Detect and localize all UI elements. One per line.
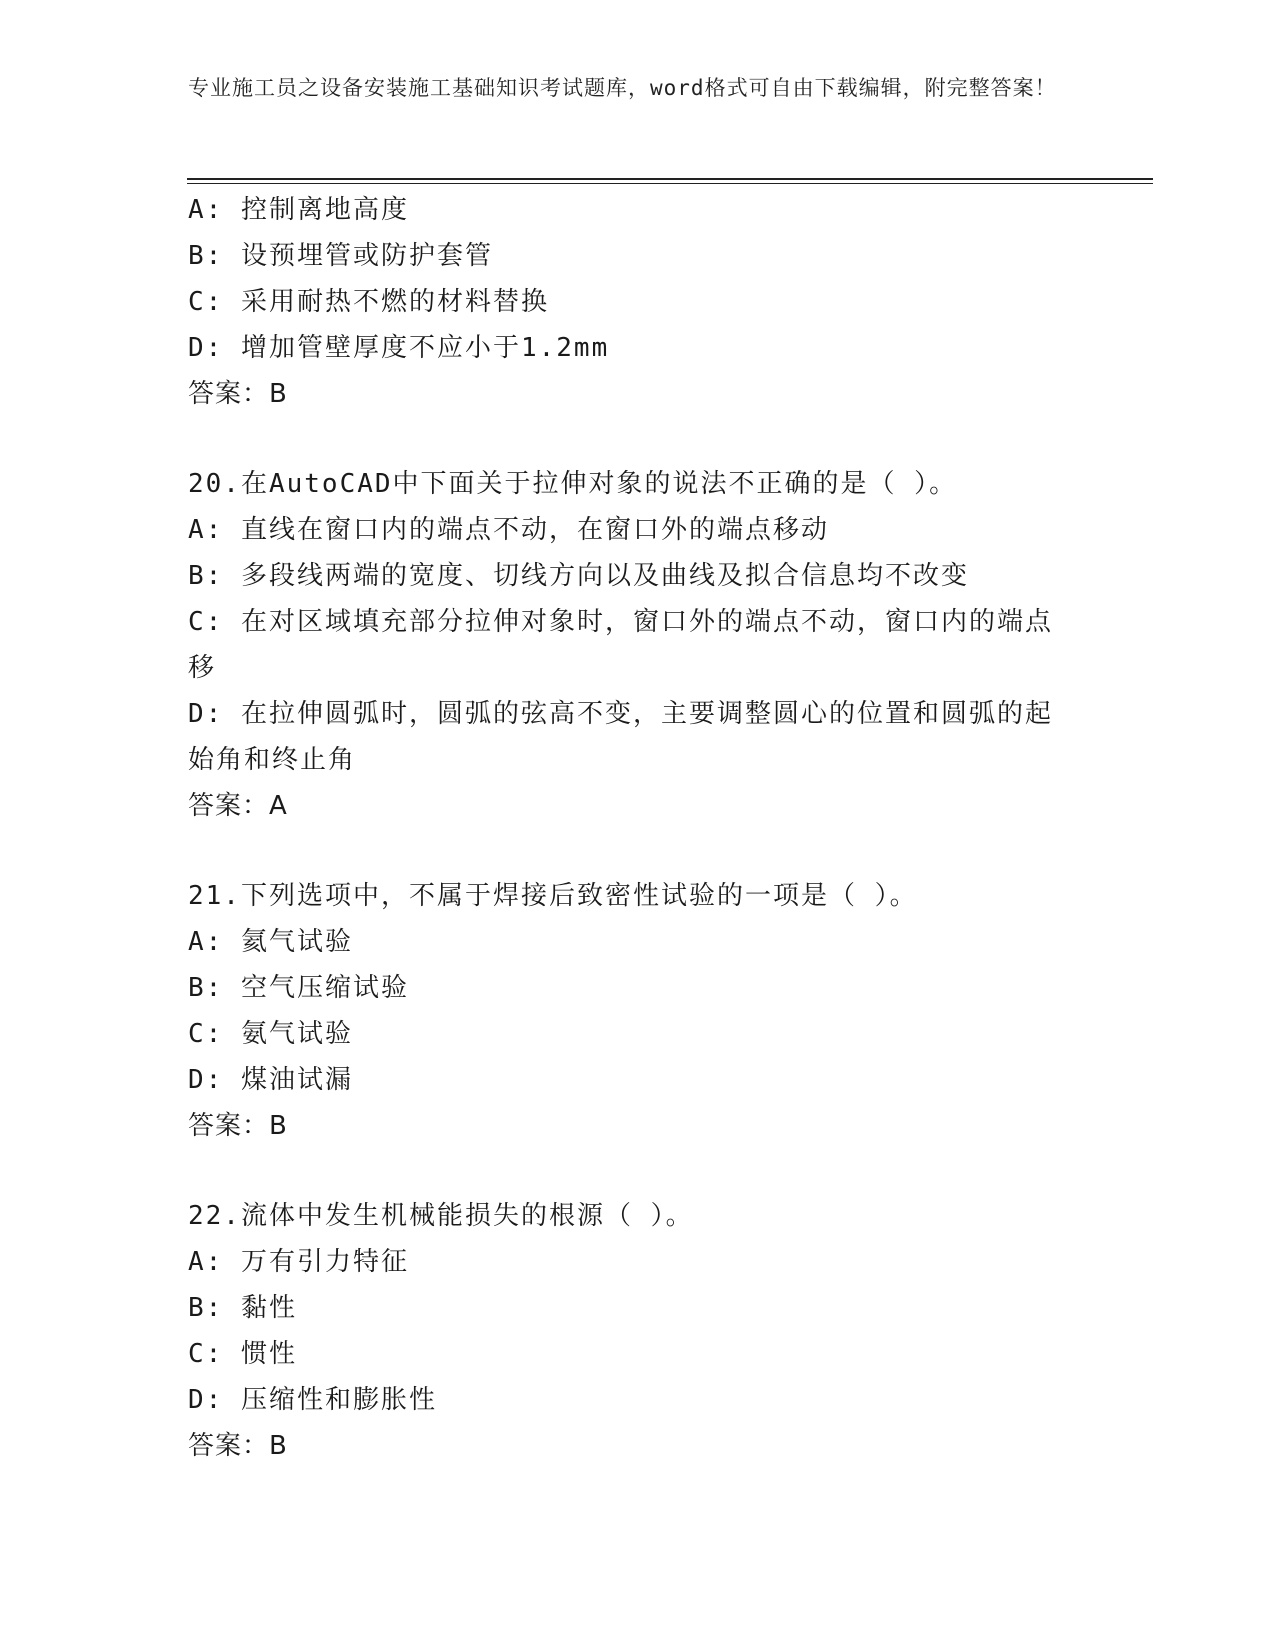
answer: 答案：B (188, 1431, 288, 1461)
answer: 答案：B (188, 379, 288, 409)
option-c: C: 惯性 (188, 1339, 297, 1369)
option-b: B: 多段线两端的宽度、切线方向以及曲线及拟合信息均不改变 (188, 561, 969, 591)
option-b: B: 黏性 (188, 1293, 297, 1323)
option-c: C: 在对区域填充部分拉伸对象时，窗口外的端点不动，窗口内的端点移 (188, 607, 1053, 683)
option-b: B: 空气压缩试验 (188, 973, 409, 1003)
option-a: A: 控制离地高度 (188, 195, 409, 225)
header-rule-thin (187, 183, 1153, 184)
question-19-partial (188, 187, 1078, 417)
option-a: A: 氦气试验 (188, 927, 353, 957)
question-stem: 22.流体中发生机械能损失的根源（ ）。 (188, 1201, 694, 1231)
question-21 (188, 873, 1078, 1149)
option-a: A: 万有引力特征 (188, 1247, 409, 1277)
option-d: D: 在拉伸圆弧时，圆弧的弦高不变，主要调整圆心的位置和圆弧的起始角和终止角 (188, 699, 1053, 775)
option-d: D: 增加管壁厚度不应小于1.2mm (188, 333, 610, 363)
option-a: A: 直线在窗口内的端点不动，在窗口外的端点移动 (188, 515, 829, 545)
question-20 (188, 461, 1078, 829)
option-c: C: 采用耐热不燃的材料替换 (188, 287, 549, 317)
answer: 答案：A (188, 791, 288, 821)
header-rule-thick (187, 178, 1153, 180)
option-c: C: 氨气试验 (188, 1019, 353, 1049)
question-stem: 21.下列选项中，不属于焊接后致密性试验的一项是（ ）。 (188, 881, 918, 911)
question-22 (188, 1193, 1078, 1469)
question-stem: 20.在AutoCAD中下面关于拉伸对象的说法不正确的是（ ）。 (188, 469, 958, 499)
document-header: 专业施工员之设备安装施工基础知识考试题库，word格式可自由下载编辑，附完整答案！ (188, 76, 1057, 100)
question-content (188, 187, 1078, 1469)
option-d: D: 压缩性和膨胀性 (188, 1385, 437, 1415)
option-b: B: 设预埋管或防护套管 (188, 241, 493, 271)
answer: 答案：B (188, 1111, 288, 1141)
option-d: D: 煤油试漏 (188, 1065, 353, 1095)
